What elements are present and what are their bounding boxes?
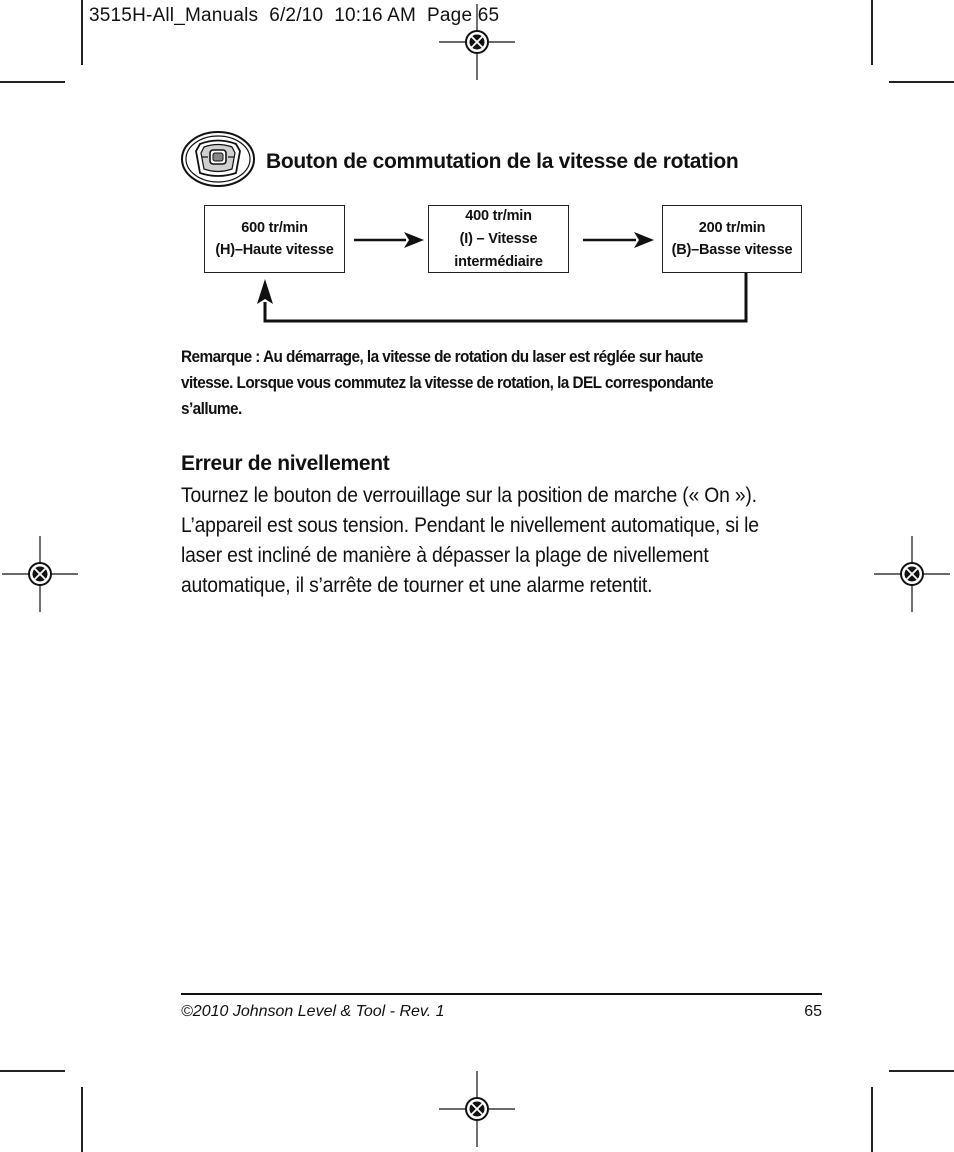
- slug-date: 6/2/10: [269, 5, 324, 26]
- note-line-1: Remarque : Au démarrage, la vitesse de rotation du laser est réglée sur haute: [181, 348, 703, 366]
- speed-low-rpm: 200 tr/min: [698, 220, 766, 236]
- page-number: 65: [804, 1003, 822, 1020]
- crop-mark-bottom-left-horizontal: [0, 1070, 65, 1072]
- registration-mark-right-icon: [872, 534, 952, 614]
- body-line-2: L’appareil est sous tension. Pendant le nivellement automatique, si le: [181, 514, 759, 537]
- arrow-medium-to-low: [583, 232, 654, 248]
- note-line-2: vitesse. Lorsque vous commutez la vitesse de rotation, la DEL correspondante: [181, 374, 714, 392]
- note-paragraph: [181, 344, 786, 422]
- speed-low-label: (B)–Basse vitesse: [671, 242, 793, 258]
- arrow-high-to-medium: [354, 232, 424, 248]
- section-heading-rotation-speed: Bouton de commutation de la vitesse de rotation: [266, 150, 739, 173]
- crop-mark-bottom-right-horizontal: [889, 1070, 954, 1072]
- speed-medium-label: (I) – Vitesse: [459, 230, 538, 247]
- note-line-3: s’allume.: [181, 400, 242, 418]
- speed-high-rpm: 600 tr/min: [241, 220, 308, 236]
- body-line-4: automatique, il s’arrête de tourner et une alarme retentit.: [181, 574, 653, 597]
- registration-mark-left-icon: [0, 534, 80, 614]
- speed-medium-rpm: 400 tr/min: [465, 207, 532, 224]
- slug-time: 10:16 AM: [334, 5, 417, 26]
- footer-copyright: ©2010 Johnson Level & Tool - Rev. 1: [181, 1003, 445, 1020]
- speed-high-label: (H)–Haute vitesse: [215, 242, 334, 258]
- crop-mark-bottom-right-vertical: [871, 1087, 873, 1152]
- arrow-low-back-to-high: [257, 273, 746, 321]
- leveling-error-paragraph: [181, 481, 759, 601]
- slug-file: 3515H-All_Manuals: [89, 5, 259, 26]
- footer-rule: [181, 993, 822, 995]
- slug-page: Page 65: [427, 5, 500, 26]
- speed-medium-label-2: intermédiaire: [454, 253, 543, 270]
- speed-flow-arrows: [0, 0, 954, 340]
- crop-mark-bottom-left-vertical: [81, 1087, 83, 1152]
- body-line-3: laser est incliné de manière à dépasser la plage de nivellement: [181, 544, 709, 567]
- body-line-1: Tournez le bouton de verrouillage sur la position de marche (« On »).: [181, 484, 757, 507]
- section-heading-leveling-error: Erreur de nivellement: [181, 452, 390, 475]
- registration-mark-bottom-icon: [437, 1069, 517, 1149]
